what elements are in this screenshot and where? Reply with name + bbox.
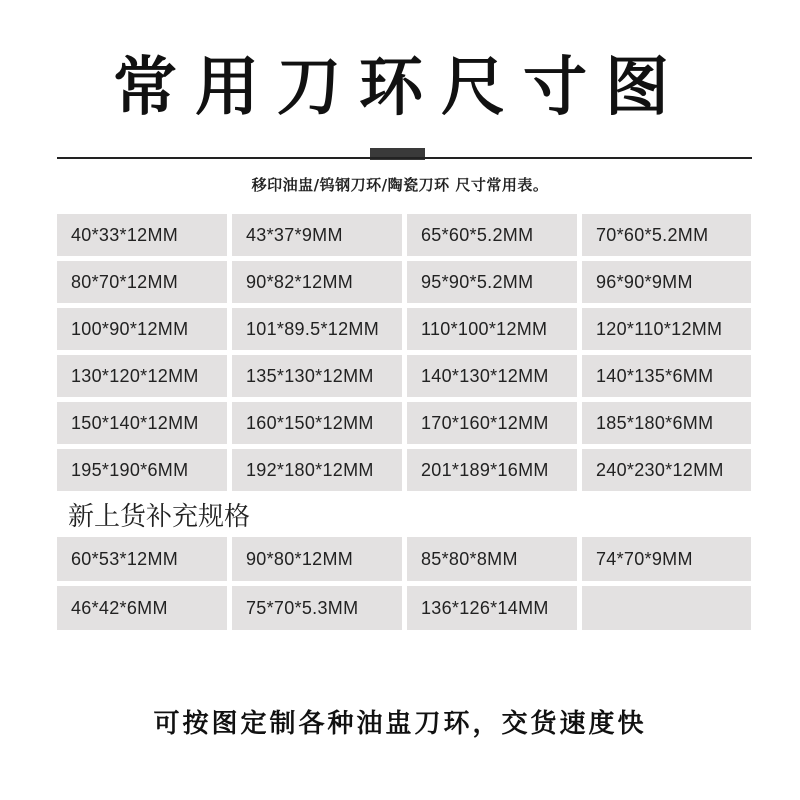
new-size-cell: 60*53*12MM [57, 537, 227, 581]
title-divider [57, 157, 752, 159]
size-cell: 170*160*12MM [407, 402, 577, 444]
size-cell: 195*190*6MM [57, 449, 227, 491]
new-size-cell: 74*70*9MM [582, 537, 751, 581]
size-cell: 201*189*16MM [407, 449, 577, 491]
size-cell: 40*33*12MM [57, 214, 227, 256]
size-cell: 65*60*5.2MM [407, 214, 577, 256]
size-cell: 160*150*12MM [232, 402, 402, 444]
new-size-cell: 90*80*12MM [232, 537, 402, 581]
size-cell: 120*110*12MM [582, 308, 751, 350]
size-cell: 150*140*12MM [57, 402, 227, 444]
new-specs-heading: 新上货补充规格 [68, 502, 251, 532]
size-cell: 185*180*6MM [582, 402, 751, 444]
size-cell: 110*100*12MM [407, 308, 577, 350]
size-cell: 135*130*12MM [232, 355, 402, 397]
size-cell: 95*90*5.2MM [407, 261, 577, 303]
new-size-cell: 85*80*8MM [407, 537, 577, 581]
new-size-cell: 46*42*6MM [57, 586, 227, 630]
size-cell: 70*60*5.2MM [582, 214, 751, 256]
page-title: 常用刀环尺寸图 [113, 51, 687, 125]
new-size-table [57, 537, 752, 630]
size-cell: 192*180*12MM [232, 449, 402, 491]
size-cell: 140*135*6MM [582, 355, 751, 397]
size-table [57, 214, 752, 491]
new-size-cell: 136*126*14MM [407, 586, 577, 630]
new-size-cell: 75*70*5.3MM [232, 586, 402, 630]
size-cell: 100*90*12MM [57, 308, 227, 350]
size-cell: 96*90*9MM [582, 261, 751, 303]
size-cell: 130*120*12MM [57, 355, 227, 397]
size-cell: 140*130*12MM [407, 355, 577, 397]
subtitle: 移印油盅/钨钢刀环/陶瓷刀环 尺寸常用表。 [251, 176, 549, 194]
size-cell: 240*230*12MM [582, 449, 751, 491]
size-cell: 90*82*12MM [232, 261, 402, 303]
custom-order-note: 可按图定制各种油盅刀环，交货速度快 [153, 709, 647, 739]
size-cell: 101*89.5*12MM [232, 308, 402, 350]
size-cell: 80*70*12MM [57, 261, 227, 303]
size-cell: 43*37*9MM [232, 214, 402, 256]
empty-cell [582, 586, 751, 630]
